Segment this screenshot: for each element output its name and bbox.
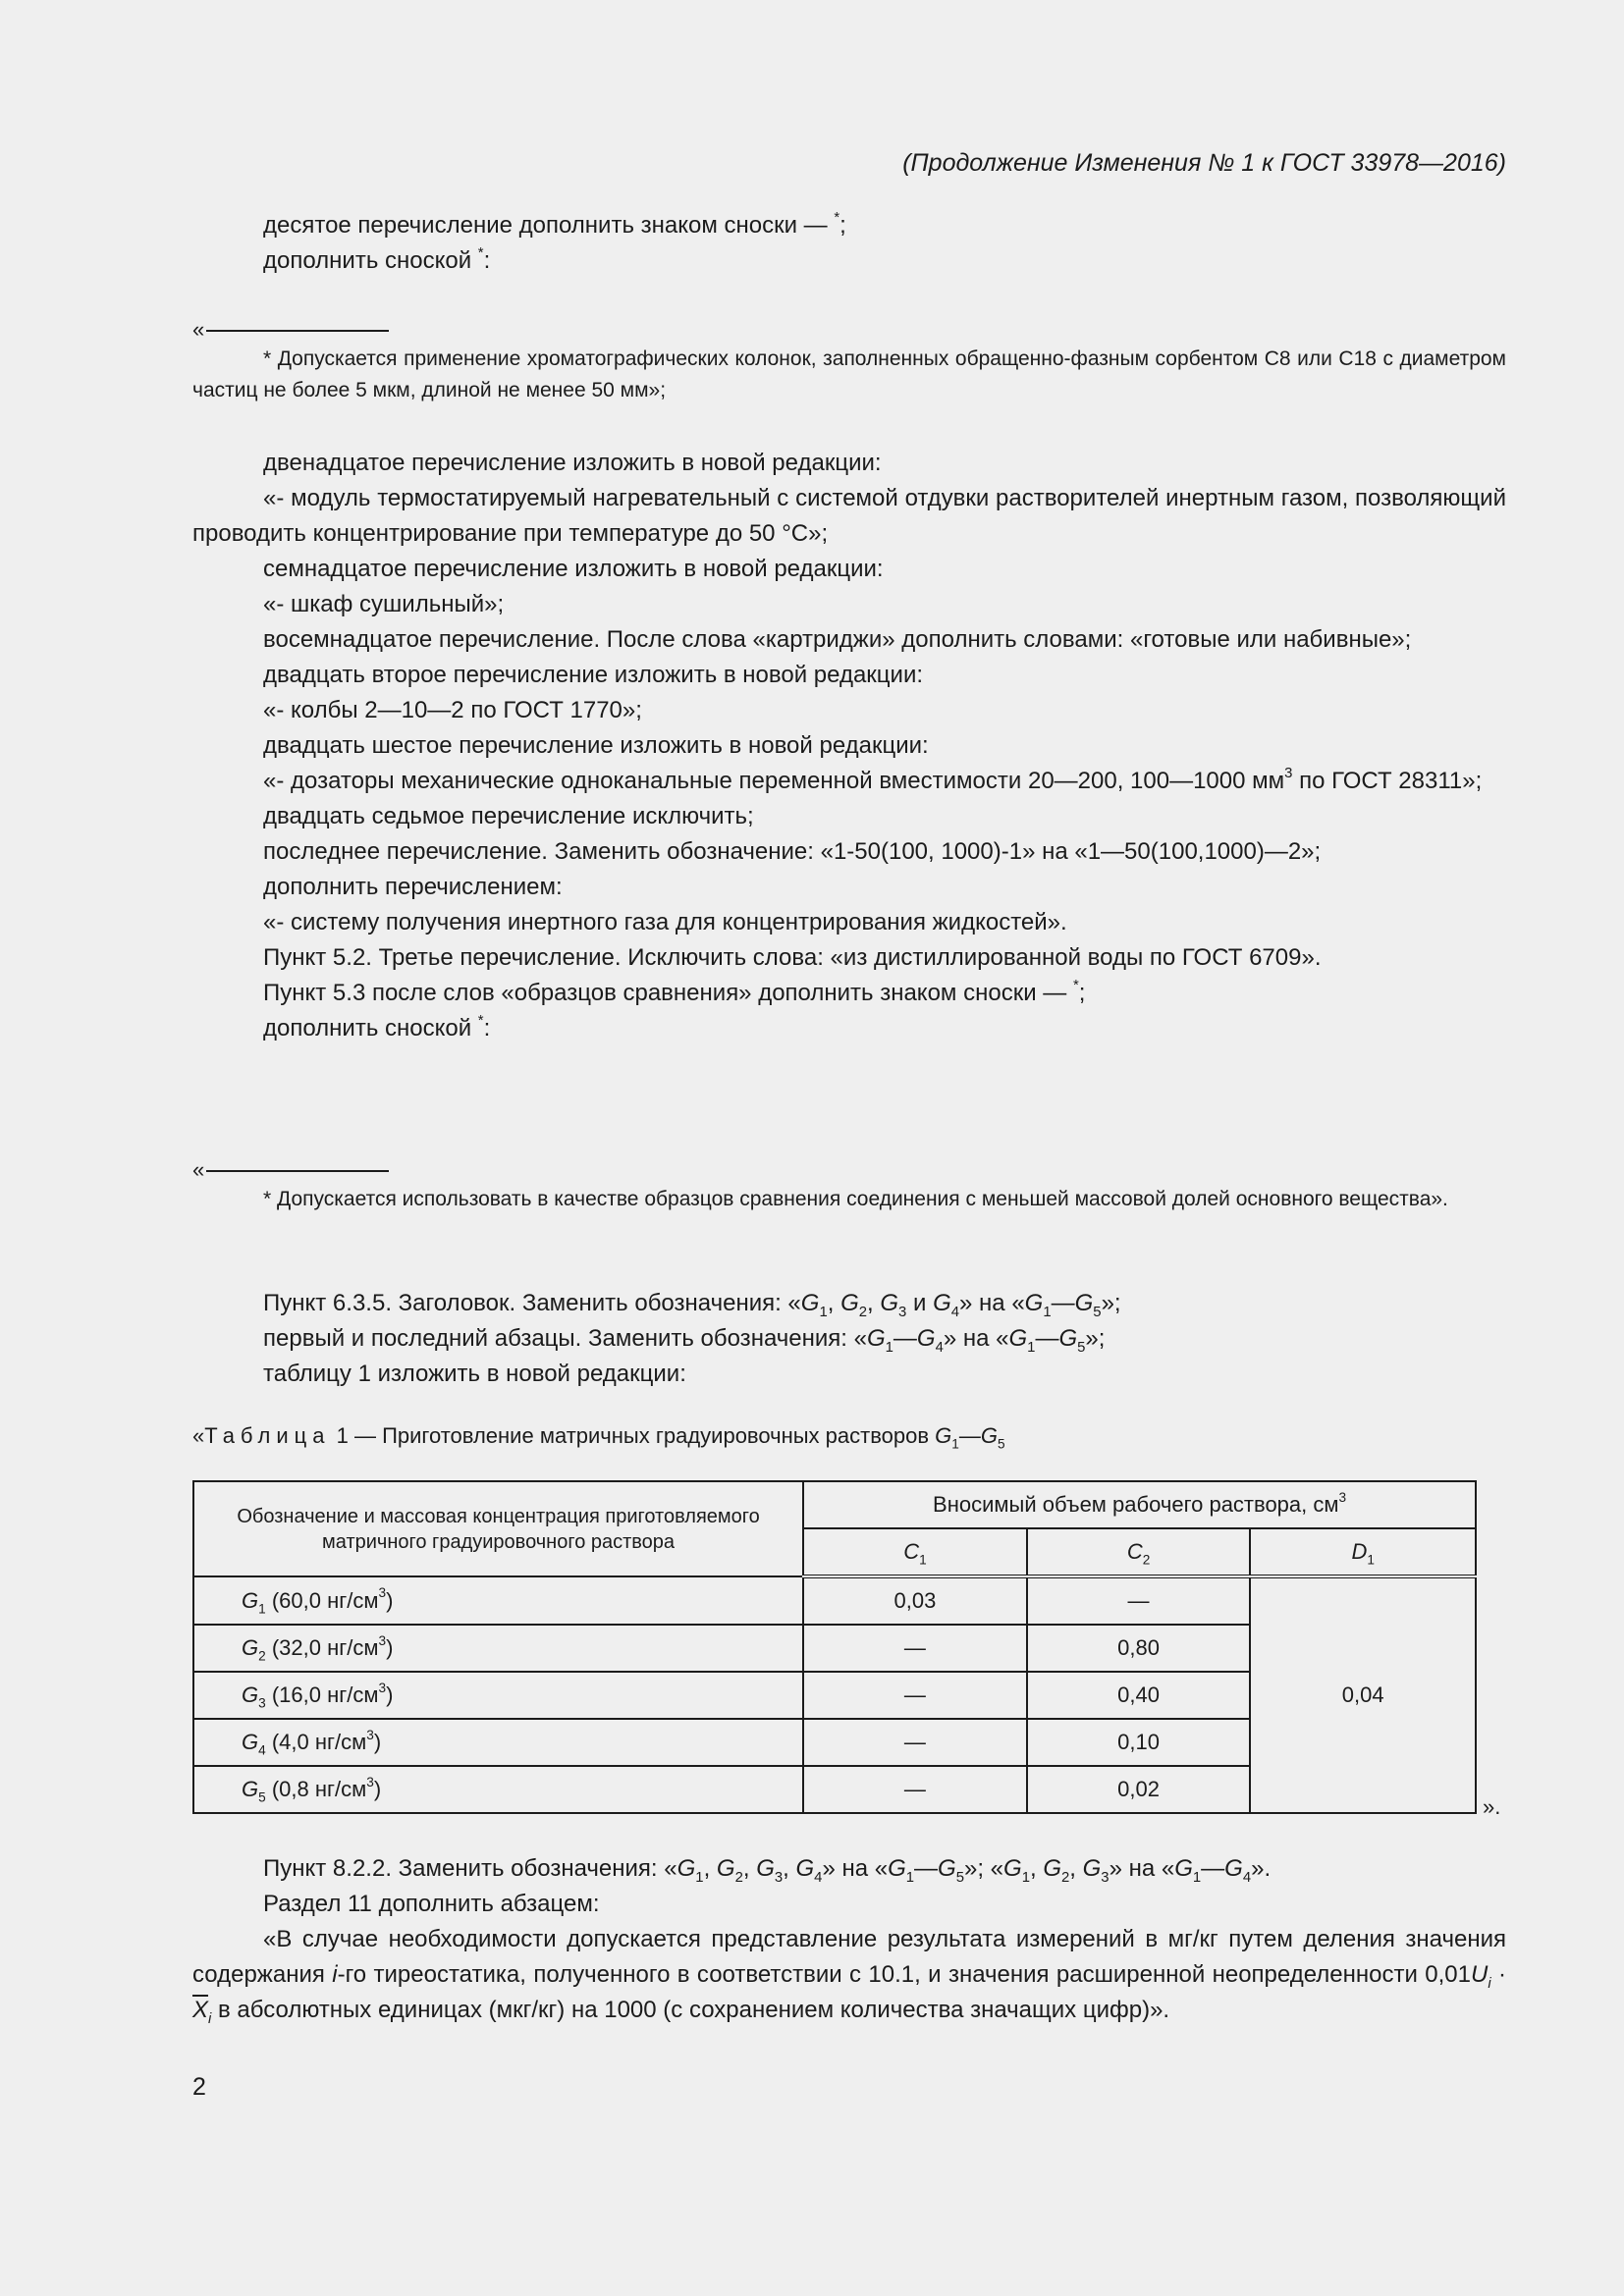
symbol: G bbox=[800, 1290, 820, 1316]
row-name-cell bbox=[193, 1625, 803, 1672]
superscript: 3 bbox=[1338, 1489, 1347, 1505]
text: ; bbox=[839, 212, 846, 239]
cell-c2: 0,80 bbox=[1027, 1625, 1251, 1672]
row-name-cell bbox=[193, 1766, 803, 1813]
subscript: 4 bbox=[814, 1869, 823, 1886]
symbol: G bbox=[888, 1855, 906, 1882]
symbol: i bbox=[332, 1961, 338, 1988]
footnote-mark: * bbox=[834, 209, 840, 226]
subscript: 1 bbox=[1027, 1339, 1036, 1356]
text: (32,0 bbox=[265, 1635, 321, 1660]
footnote-separator bbox=[206, 1170, 389, 1172]
cell-c2: 0,10 bbox=[1027, 1719, 1251, 1766]
paragraph: «- модуль термостатируемый нагревательный с системой отдувки растворителей инертным газом, позволяющий проводить концентрирование при температуре до 50 °С»; bbox=[192, 485, 1506, 547]
paragraph: Пункт 5.2. Третье перечисление. Исключить слова: «из дистиллированной воды по ГОСТ 6709». bbox=[263, 944, 1322, 971]
paragraph: Раздел 11 дополнить абзацем: bbox=[263, 1891, 600, 1917]
subscript: 1 bbox=[1021, 1869, 1030, 1886]
table-caption bbox=[192, 1421, 1005, 1451]
footnote-1 bbox=[192, 344, 1506, 406]
paragraph: таблицу 1 изложить в новой редакции: bbox=[263, 1361, 686, 1387]
text: : bbox=[483, 247, 491, 274]
symbol: G bbox=[1224, 1855, 1243, 1882]
quote-mark: « bbox=[192, 317, 205, 342]
paragraph bbox=[192, 208, 1506, 243]
text: нг/см bbox=[308, 1730, 367, 1754]
symbol: G bbox=[935, 1423, 952, 1448]
paragraph bbox=[192, 976, 1506, 1011]
subscript: 1 bbox=[1367, 1552, 1375, 1568]
text: , bbox=[1029, 1855, 1044, 1882]
table-header-row bbox=[193, 1481, 1476, 1528]
footnote-text: * Допускается применение хроматографических колонок, заполненных обращенно-фазным сорбентом С8 или С18 с диаметром частиц не более 5 мкм, длиной не менее 50 мм»; bbox=[192, 347, 1506, 401]
subscript: 3 bbox=[898, 1304, 907, 1320]
symbol: G bbox=[242, 1682, 259, 1707]
text: нг/см bbox=[320, 1587, 379, 1613]
text: в абсолютных единицах (мкг/кг) на 1000 (с сохранением количества значащих цифр)». bbox=[211, 1997, 1170, 2023]
symbol: D bbox=[1351, 1539, 1368, 1564]
cell-c1: — bbox=[803, 1719, 1027, 1766]
text: нг/см bbox=[320, 1682, 379, 1707]
symbol: G bbox=[677, 1855, 696, 1882]
subscript: 5 bbox=[997, 1436, 1005, 1452]
footnote-2 bbox=[192, 1184, 1506, 1215]
symbol: G bbox=[756, 1855, 775, 1882]
symbol: G bbox=[1074, 1290, 1094, 1316]
paragraph: последнее перечисление. Заменить обозначение: «1-50(100, 1000)-1» на «1—50(100,1000)—2»; bbox=[263, 838, 1322, 865]
symbol: G bbox=[242, 1635, 259, 1660]
superscript: 3 bbox=[378, 1680, 387, 1695]
paragraph: двадцать второе перечисление изложить в новой редакции: bbox=[263, 662, 924, 688]
header-cell-c1 bbox=[803, 1528, 1027, 1576]
amendment-block-2 bbox=[192, 446, 1506, 1046]
subscript: 2 bbox=[734, 1869, 743, 1886]
text: дополнить сноской bbox=[263, 247, 478, 274]
text: Пункт 6.3.5. Заголовок. Заменить обозначения: « bbox=[263, 1290, 801, 1316]
calibration-table bbox=[192, 1480, 1477, 1814]
cell-c2: — bbox=[1027, 1576, 1251, 1625]
symbol: G bbox=[242, 1777, 259, 1801]
paragraph bbox=[192, 1851, 1506, 1887]
symbol: $\overline{X}$ bbox=[192, 1997, 209, 2023]
text: ) bbox=[386, 1635, 394, 1660]
symbol: G bbox=[795, 1855, 815, 1882]
subscript: 5 bbox=[955, 1869, 964, 1886]
paragraph bbox=[192, 1011, 1506, 1046]
paragraph: «- колбы 2—10—2 по ГОСТ 1770»; bbox=[263, 697, 642, 723]
symbol: G bbox=[1082, 1855, 1102, 1882]
subscript: 1 bbox=[905, 1869, 915, 1886]
symbol: G bbox=[916, 1325, 936, 1352]
subscript: 5 bbox=[1093, 1304, 1102, 1320]
symbol: G bbox=[1003, 1855, 1022, 1882]
symbol: G bbox=[933, 1290, 951, 1316]
row-name-cell bbox=[193, 1672, 803, 1719]
subscript: 4 bbox=[258, 1742, 266, 1758]
text: — bbox=[914, 1855, 939, 1882]
cell-d1-merged: 0,04 bbox=[1250, 1576, 1476, 1813]
symbol: G bbox=[242, 1587, 259, 1613]
text: ». bbox=[1251, 1855, 1272, 1882]
subscript: 4 bbox=[1242, 1869, 1252, 1886]
cell-c2: 0,02 bbox=[1027, 1766, 1251, 1813]
subscript: 1 bbox=[1192, 1869, 1202, 1886]
text: ; bbox=[1078, 980, 1086, 1006]
paragraph: дополнить перечислением: bbox=[263, 874, 563, 900]
symbol: G bbox=[840, 1290, 859, 1316]
header-cell-name: Обозначение и массовая концентрация приготовляемого матричного градуировочного раствора bbox=[193, 1481, 803, 1576]
symbol: G bbox=[980, 1423, 998, 1448]
symbol: C bbox=[1126, 1539, 1143, 1564]
symbol: G bbox=[1043, 1855, 1061, 1882]
paragraph: «- шкаф сушильный»; bbox=[263, 591, 505, 617]
header-cell-d1 bbox=[1250, 1528, 1476, 1576]
subscript: 2 bbox=[858, 1304, 868, 1320]
text: (4,0 bbox=[265, 1730, 309, 1754]
paragraph bbox=[192, 243, 1506, 279]
cell-c1: — bbox=[803, 1625, 1027, 1672]
text: Пункт 5.3 после слов «образцов сравнения» дополнить знаком сноски — bbox=[263, 980, 1073, 1006]
cell-c1: 0,03 bbox=[803, 1576, 1027, 1625]
symbol: G bbox=[1174, 1855, 1193, 1882]
paragraph: «- систему получения инертного газа для концентрирования жидкостей». bbox=[263, 909, 1067, 935]
subscript: 1 bbox=[951, 1436, 959, 1452]
symbol: G bbox=[1024, 1290, 1044, 1316]
text: Пункт 8.2.2. Заменить обозначения: « bbox=[263, 1855, 677, 1882]
footnote-mark: * bbox=[1072, 977, 1079, 993]
text: десятое перечисление дополнить знаком сноски — bbox=[263, 212, 835, 239]
text: (60,0 bbox=[265, 1587, 321, 1613]
text: и bbox=[906, 1290, 934, 1316]
subscript: i bbox=[208, 2010, 212, 2027]
symbol: G bbox=[866, 1325, 886, 1352]
subscript: 1 bbox=[1043, 1304, 1052, 1320]
subscript: 5 bbox=[258, 1789, 266, 1805]
paragraph bbox=[192, 1286, 1506, 1321]
text: , bbox=[827, 1290, 841, 1316]
table-label: Таблица bbox=[204, 1423, 331, 1448]
text: » на « bbox=[1109, 1855, 1175, 1882]
superscript: 3 bbox=[378, 1585, 387, 1601]
text: , bbox=[703, 1855, 717, 1882]
subscript: 3 bbox=[774, 1869, 784, 1886]
footnote-rule bbox=[192, 1158, 389, 1182]
header-text: Вносимый объем рабочего раствора, см bbox=[933, 1492, 1339, 1517]
symbol: G bbox=[1008, 1325, 1028, 1352]
text: , bbox=[1069, 1855, 1083, 1882]
row-name-cell bbox=[193, 1576, 803, 1625]
text: (0,8 bbox=[265, 1777, 309, 1801]
subscript: 1 bbox=[258, 1600, 266, 1616]
text: » на « bbox=[943, 1325, 1009, 1352]
symbol: G bbox=[716, 1855, 735, 1882]
footnote-text: * Допускается использовать в качестве образцов сравнения соединения с меньшей массовой долей основного вещества». bbox=[263, 1188, 1448, 1210]
header-cell-volume bbox=[803, 1481, 1476, 1528]
row-name-cell bbox=[193, 1719, 803, 1766]
text: , bbox=[783, 1855, 796, 1882]
amendment-block-3 bbox=[192, 1286, 1506, 1392]
subscript: 1 bbox=[695, 1869, 704, 1886]
text: » на « bbox=[959, 1290, 1025, 1316]
quote-mark: « bbox=[192, 1157, 205, 1182]
text: ) bbox=[373, 1730, 382, 1754]
symbol: U bbox=[1470, 1961, 1489, 1988]
table-end-quote: ». bbox=[1483, 1794, 1501, 1819]
subscript: 3 bbox=[1101, 1869, 1110, 1886]
paragraph: двенадцатое перечисление изложить в новой редакции: bbox=[263, 450, 882, 476]
text: : bbox=[483, 1015, 491, 1041]
text: по ГОСТ 28311»; bbox=[1292, 768, 1483, 794]
subscript: 1 bbox=[919, 1552, 927, 1568]
text: ) bbox=[373, 1777, 382, 1801]
amendment-block-4 bbox=[192, 1851, 1506, 2028]
subscript: 2 bbox=[1061, 1869, 1070, 1886]
table-row bbox=[193, 1576, 1476, 1625]
text: (16,0 bbox=[265, 1682, 321, 1707]
footnote-separator bbox=[206, 330, 389, 332]
subscript: 3 bbox=[258, 1695, 266, 1711]
footnote-mark: * bbox=[477, 1012, 484, 1029]
symbol: G bbox=[242, 1730, 259, 1754]
caption-text: 1 — Приготовление матричных градуировочных растворов bbox=[330, 1423, 936, 1448]
cell-c1: — bbox=[803, 1672, 1027, 1719]
text: «В случае необходимости допускается представление результата измерений в мг/кг путем деления значения содержания bbox=[192, 1926, 1506, 1988]
text: первый и последний абзацы. Заменить обозначения: « bbox=[263, 1325, 867, 1352]
text: ) bbox=[386, 1587, 394, 1613]
text: — bbox=[1035, 1325, 1059, 1352]
subscript: 1 bbox=[819, 1304, 828, 1320]
paragraph: семнадцатое перечисление изложить в новой редакции: bbox=[263, 556, 884, 582]
text: нг/см bbox=[308, 1777, 367, 1801]
subscript: 1 bbox=[885, 1339, 893, 1356]
subscript: 4 bbox=[935, 1339, 944, 1356]
paragraph: восемнадцатое перечисление. После слова «картриджи» дополнить словами: «готовые или набивные»; bbox=[263, 626, 1412, 653]
superscript: 3 bbox=[366, 1774, 374, 1789]
text: — bbox=[1201, 1855, 1225, 1882]
text: нг/см bbox=[320, 1635, 379, 1660]
superscript: 3 bbox=[366, 1727, 374, 1742]
subscript: 2 bbox=[1142, 1552, 1151, 1568]
text: — bbox=[893, 1325, 917, 1352]
paragraph: двадцать седьмое перечисление исключить; bbox=[263, 803, 754, 829]
running-header: (Продолжение Изменения № 1 к ГОСТ 33978—2016) bbox=[902, 149, 1506, 177]
symbol: G bbox=[1058, 1325, 1078, 1352]
symbol: G bbox=[880, 1290, 899, 1316]
text: , bbox=[742, 1855, 757, 1882]
paragraph bbox=[192, 764, 1506, 799]
text: » на « bbox=[822, 1855, 889, 1882]
symbol: C bbox=[903, 1539, 920, 1564]
cell-c1: — bbox=[803, 1766, 1027, 1813]
text: , bbox=[867, 1290, 881, 1316]
paragraph: двадцать шестое перечисление изложить в новой редакции: bbox=[263, 732, 929, 759]
text: — bbox=[1051, 1290, 1075, 1316]
cell-c2: 0,40 bbox=[1027, 1672, 1251, 1719]
subscript: 4 bbox=[950, 1304, 960, 1320]
text: -го тиреостатика, полученного в соответствии с 10.1, и значения расширенной неопределенности 0,01 bbox=[337, 1961, 1471, 1988]
subscript: 2 bbox=[258, 1648, 266, 1664]
subscript: 5 bbox=[1077, 1339, 1086, 1356]
text: · bbox=[1490, 1961, 1506, 1988]
text: »; bbox=[1101, 1290, 1121, 1316]
footnote-mark: * bbox=[477, 244, 484, 261]
footnote-rule bbox=[192, 318, 389, 342]
subscript: i bbox=[1488, 1975, 1491, 1992]
text: »; bbox=[1085, 1325, 1106, 1352]
text: дополнить сноской bbox=[263, 1015, 478, 1041]
symbol: G bbox=[938, 1855, 956, 1882]
page-number: 2 bbox=[192, 2073, 206, 2101]
superscript: 3 bbox=[1284, 765, 1293, 781]
header-cell-c2 bbox=[1027, 1528, 1251, 1576]
superscript: 3 bbox=[378, 1632, 387, 1648]
text: »; « bbox=[964, 1855, 1004, 1882]
amendment-block-1 bbox=[192, 208, 1506, 279]
text: ) bbox=[386, 1682, 394, 1707]
text: — bbox=[958, 1423, 981, 1448]
paragraph bbox=[192, 1321, 1506, 1357]
quote-mark: « bbox=[192, 1423, 205, 1448]
text: «- дозаторы механические одноканальные переменной вместимости 20—200, 100—1000 мм bbox=[263, 768, 1285, 794]
paragraph bbox=[192, 1922, 1506, 2028]
